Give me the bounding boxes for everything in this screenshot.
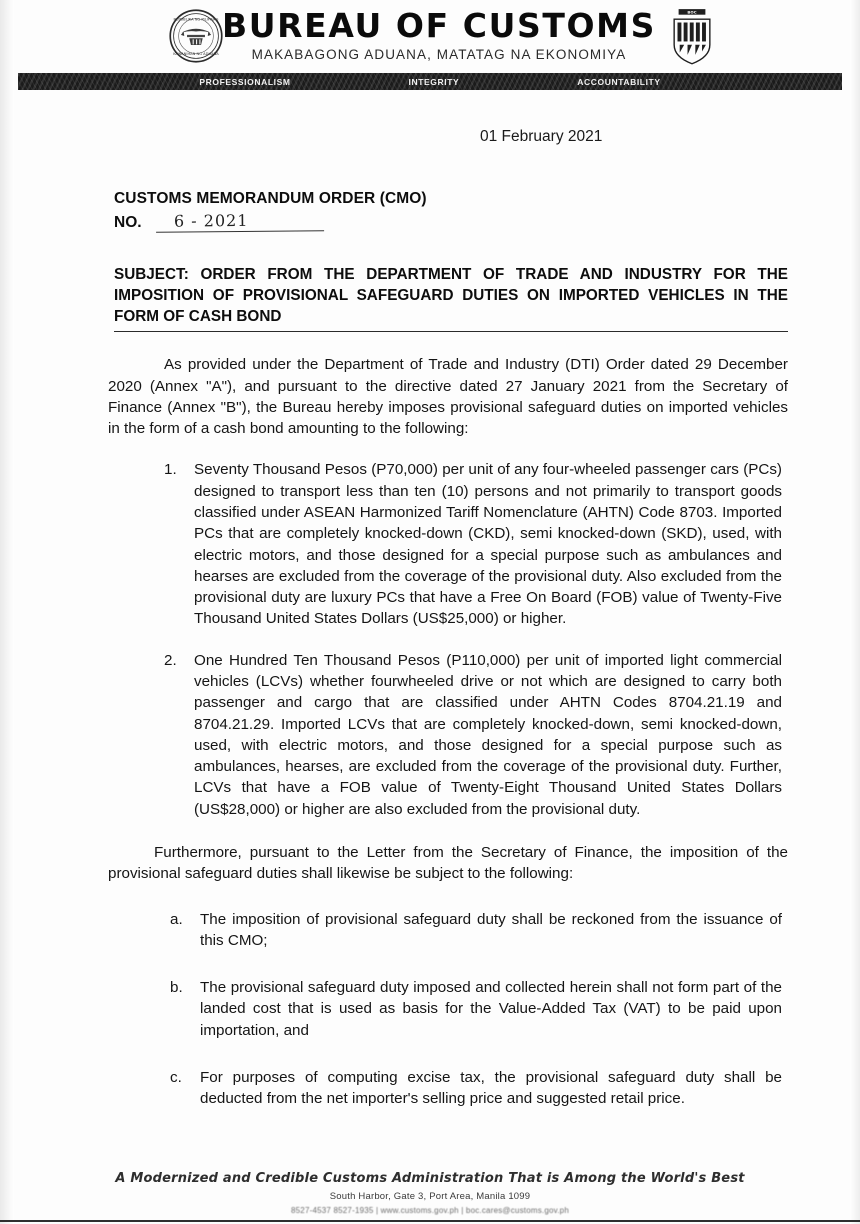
page-footer: [0, 1171, 860, 1224]
value-integrity: INTEGRITY: [408, 76, 460, 87]
document-date: 01 February 2021: [480, 128, 603, 145]
list-marker: 1.: [164, 461, 177, 479]
scan-edge-left: [0, 0, 14, 1224]
footer-divider: [0, 1220, 860, 1222]
svg-text:BOC: BOC: [687, 9, 697, 15]
cmo-identifier-block: [114, 190, 788, 232]
lettered-list: [108, 909, 788, 1110]
footer-address: South Harbor, Gate 3, Port Area, Manila 1099: [329, 1191, 531, 1202]
list-item: [170, 909, 782, 952]
list-marker: a.: [170, 910, 183, 928]
core-values-bar: [18, 73, 842, 90]
list-item: [164, 650, 782, 820]
scan-edge-right: [850, 0, 860, 1224]
opening-paragraph: As provided under the Department of Trade and Industry (DTI) Order dated 29 December 2020 (Annex "A"), and pursuant to the directive dated 27 January 2021 from the Secretary of Finance (Annex "B"), the Bureau hereby imposes provisional safeguard duties on imported vehicles in the form of a cash bond amounting to the following:: [108, 356, 788, 438]
org-tagline: MAKABAGONG ADUANA, MATATAG NA EKONOMIYA: [251, 46, 627, 62]
value-accountability: ACCOUNTABILITY: [577, 76, 661, 87]
list-marker: c.: [170, 1068, 182, 1086]
cmo-title: CUSTOMS MEMORANDUM ORDER (CMO): [114, 190, 427, 207]
value-professionalism: PROFESSIONALISM: [199, 76, 291, 87]
list-marker: b.: [170, 979, 183, 997]
cmo-number-row: [114, 211, 788, 232]
list-item: [170, 977, 782, 1041]
svg-text:KAWANIHAN NG ADUANA: KAWANIHAN NG ADUANA: [173, 52, 219, 57]
list-item-text: The provisional safeguard duty imposed and collected herein shall not form part of the landed cost that is used as basis for the Value-Added Tax (VAT) to be paid upon importation, and: [200, 979, 782, 1039]
subject-heading: SUBJECT: ORDER FROM THE DEPARTMENT OF TRADE AND INDUSTRY FOR THE IMPOSITION OF PROVISIONAL SAFEGUARD DUTIES ON IMPORTED VEHICLES IN THE FORM OF CASH BOND: [114, 264, 788, 332]
cmo-number-value: 6 - 2021: [155, 210, 323, 232]
furthermore-paragraph: Furthermore, pursuant to the Letter from the Secretary of Finance, the imposition of the provisional safeguard duties shall likewise be subject to the following:: [108, 843, 788, 883]
shield-logo-icon: [664, 8, 720, 66]
document-body: [0, 128, 860, 1109]
cmo-number-label: NO.: [114, 214, 142, 231]
numbered-list: [108, 459, 788, 820]
list-item-text: The imposition of provisional safeguard duty shall be reckoned from the issuance of this CMO;: [200, 910, 782, 949]
bureau-of-customs-seal-icon: [168, 8, 224, 64]
list-item: [170, 1067, 782, 1110]
org-title: BUREAU OF CUSTOMS: [222, 5, 656, 45]
footer-motto: A Modernized and Credible Customs Administration That is Among the World's Best: [115, 1171, 745, 1186]
list-item: [164, 459, 782, 629]
list-item-text: One Hundred Ten Thousand Pesos (P110,000) per unit of imported light commercial vehicles (LCVs) whether fourwheeled drive or not which are designed to carry both passenger and cargo that are classified under AHTN Codes 8704.21.19 and 8704.21.29. Imported LCVs that are completely knocked-down, semi knocked-down, used, with electric motors, and those designed for a special purpose such as ambulances, hearses, are excluded from the coverage of the provisional duty. Further, LCVs that have a FOB value of Twenty-Eight Thousand United States Dollars (US$28,000) or higher are also excluded from the provisional duty.: [194, 651, 782, 818]
list-marker: 2.: [164, 651, 177, 669]
list-item-text: For purposes of computing excise tax, the provisional safeguard duty shall be deducted from the net importer's selling price and suggested retail price.: [200, 1068, 782, 1108]
org-wordmark: [222, 5, 656, 62]
list-item-text: Seventy Thousand Pesos (P70,000) per unit of any four-wheeled passenger cars (PCs) designed to transport less than ten (10) persons and not primarily to transport goods classified under ASEAN Harmonized Tariff Nomenclature (AHTN) Code 8703. Imported PCs that are completely knocked-down (CKD), semi knocked-down (SKD), used, with electric motors, and those designed for a special purpose such as ambulances and hearses are excluded from the coverage of the provisional duty. Also excluded from the provisional duty are luxury PCs that have a Free On Board (FOB) value of Twenty-Five Thousand United States Dollars (US$25,000) or higher.: [194, 461, 782, 628]
svg-text:REPUBLIKA NG PILIPINAS: REPUBLIKA NG PILIPINAS: [173, 17, 219, 22]
letterhead: [0, 0, 860, 68]
footer-contact: 8527-4537 8527-1935 | www.customs.gov.ph | boc.cares@customs.gov.ph: [291, 1206, 569, 1215]
